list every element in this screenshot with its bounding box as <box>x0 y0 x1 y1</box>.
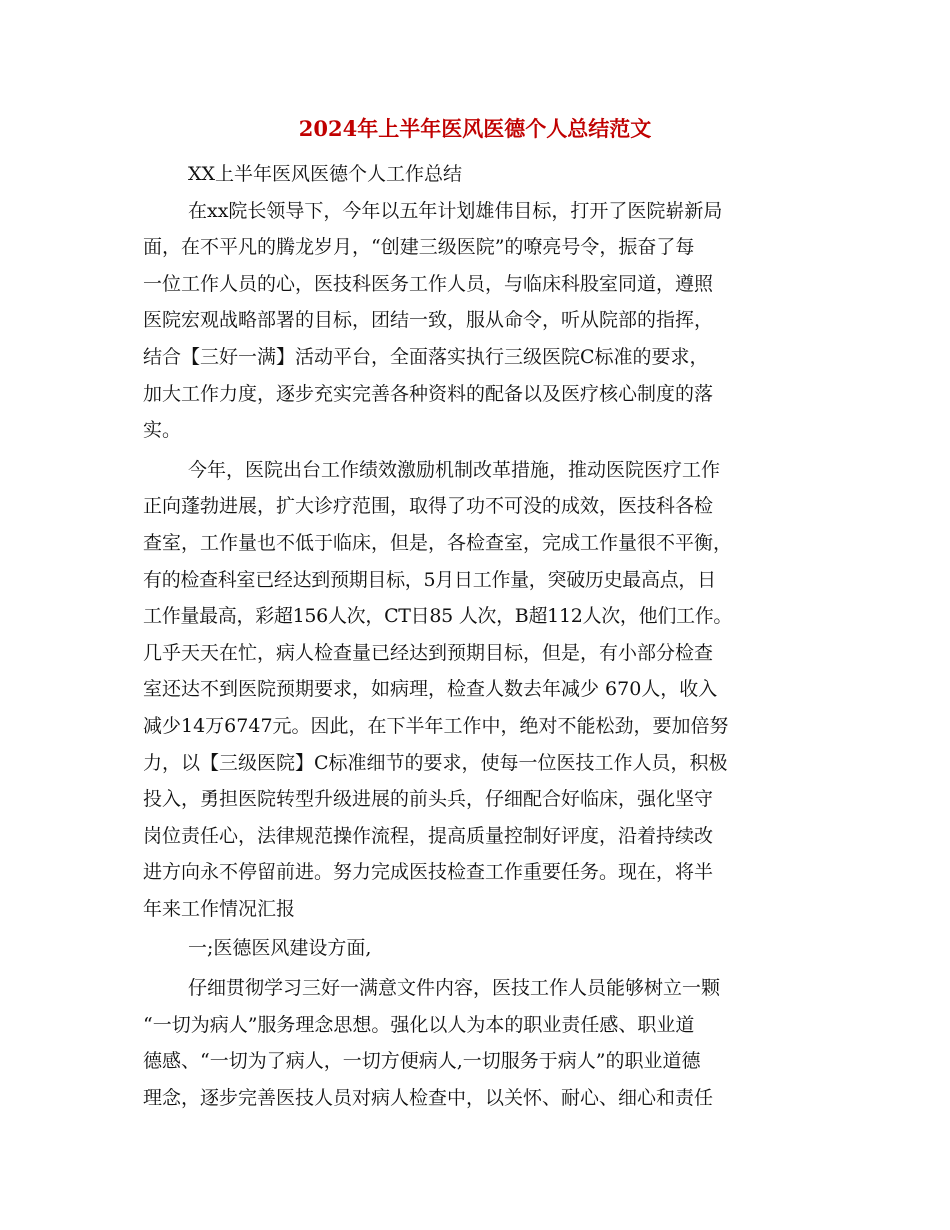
paragraph-line: 医院宏观战略部署的目标，团结一致，服从命令，听从院部的指挥， <box>143 309 714 332</box>
document-body <box>143 156 811 1116</box>
paragraph-intro <box>143 193 811 449</box>
paragraph-workload <box>143 452 811 928</box>
paragraph-line: 加大工作力度，逐步充实完善各种资料的配备以及医疗核心制度的落 <box>143 382 714 405</box>
paragraph-line: 工作量最高，彩超156人次，CT日85 人次，B超112人次，他们工作。 <box>143 605 733 628</box>
document-subtitle: XX上半年医风医德个人工作总结 <box>188 163 463 185</box>
paragraph-line: 查室，工作量也不低于临床，但是，各检查室，完成工作量很不平衡， <box>143 531 733 554</box>
paragraph-line: 在xx院长领导下，今年以五年计划雄伟目标，打开了医院崭新局 <box>188 199 723 222</box>
paragraph-line: 投入，勇担医院转型升级进展的前头兵，仔细配合好临床，强化坚守 <box>143 788 714 811</box>
paragraph-line: 岗位责任心，法律规范操作流程，提高质量控制好评度，沿着持续改 <box>143 824 714 847</box>
paragraph-line: 力，以【三级医院】C标准细节的要求，使每一位医技工作人员，积极 <box>143 751 728 774</box>
paragraph-line: 一位工作人员的心，医技科医务工作人员，与临床科股室同道，遵照 <box>143 272 714 295</box>
paragraph-line: 正向蓬勃进展，扩大诊疗范围，取得了功不可没的成效，医技科各检 <box>143 495 714 518</box>
paragraph-line: 几乎天天在忙，病人检查量已经达到预期目标，但是，有小部分检查 <box>143 641 714 664</box>
paragraph-line: 年来工作情况汇报 <box>143 897 296 920</box>
paragraph-line: 今年，医院出台工作绩效激励机制改革措施，推动医院医疗工作 <box>188 458 721 481</box>
paragraph-line: 结合【三好一满】活动平台，全面落实执行三级医院C标准的要求， <box>143 345 709 368</box>
paragraph-line: 德感、“一切为了病人，一切方便病人,一切服务于病人”的职业道德 <box>143 1050 701 1073</box>
section-heading: 一;医德医风建设方面, <box>188 937 372 960</box>
paragraph-line: 减少14万6747元。因此，在下半年工作中，绝对不能松劲，要加倍努 <box>143 714 729 737</box>
paragraph-line: 室还达不到医院预期要求，如病理，检查人数去年减少 670人，收入 <box>143 678 718 701</box>
paragraph-line: 进方向永不停留前进。努力完成医技检查工作重要任务。现在，将半 <box>143 861 714 884</box>
section-heading-ethics <box>143 930 811 967</box>
paragraph-line: 面，在不平凡的腾龙岁月，“创建三级医院”的嘹亮号令，振奋了每 <box>143 236 695 259</box>
paragraph-line: “一切为病人”服务理念思想。强化以人为本的职业责任感、职业道 <box>143 1013 695 1036</box>
paragraph-line: 仔细贯彻学习三好一满意文件内容，医技工作人员能够树立一颗 <box>188 977 721 1000</box>
paragraph-line: 理念，逐步完善医技人员对病人检查中，以关怀、耐心、细心和责任 <box>143 1086 714 1109</box>
paragraph-line: 实。 <box>143 419 182 442</box>
document-title: 2024年上半年医风医德个人总结范文 <box>298 116 652 141</box>
paragraph-line: 有的检查科室已经达到预期目标，5月日工作量，突破历史最高点，日 <box>143 568 716 591</box>
paragraph-ethics <box>143 970 811 1116</box>
